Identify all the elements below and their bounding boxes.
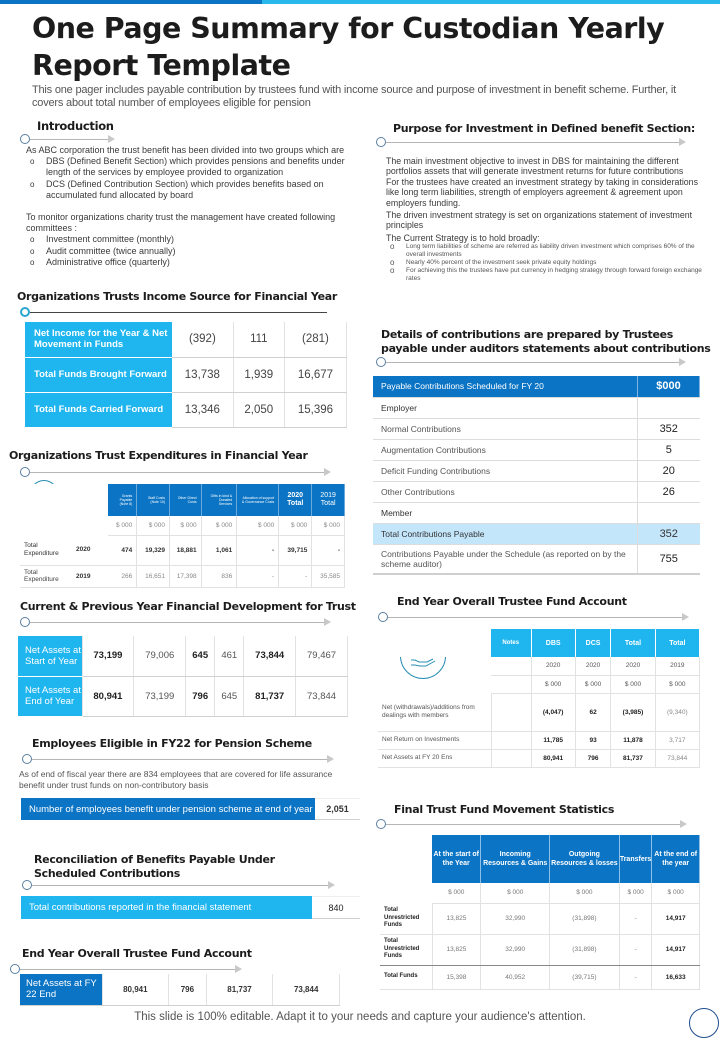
cell: 645 (215, 676, 244, 716)
page-title: One Page Summary for Custodian Yearly Report Template (32, 12, 665, 82)
cell: 796 (575, 749, 610, 767)
cell: 111 (233, 322, 284, 357)
cell: 796 (169, 974, 207, 1005)
row-label: Total Contributions Payable (373, 523, 638, 544)
row-label: Net Assets at End of Year (18, 676, 82, 716)
cell: 18,881 (170, 535, 202, 565)
cell: 2020 (531, 657, 575, 675)
row-label: Contributions Payable under the Schedule (as reported on by the scheme auditor) (373, 544, 638, 574)
cell: 81,737 (244, 676, 296, 716)
cell: 13,825 (432, 903, 481, 934)
row-label: Net (withdrawals)/additions from dealings with members (378, 693, 491, 731)
unit-row (378, 675, 700, 693)
cell: 62 (575, 693, 610, 731)
cell: (3,985) (611, 693, 655, 731)
row-label: Net Income for the Year & Net Movement in Funds (25, 322, 172, 357)
introduction-body (26, 145, 360, 268)
table-row (378, 749, 700, 767)
cell: - (619, 934, 652, 965)
table-row (20, 565, 345, 587)
unit-cell: $ 000 (137, 516, 170, 535)
column-header: Outgoing Resources & losses (550, 835, 620, 883)
strategy-item: o For achieving this the trustees have put currency in hedging strategy through forward foreign exchange rates (386, 267, 704, 283)
table-row (18, 676, 348, 716)
row-label: Total Funds Brought Forward (25, 357, 172, 392)
unit-cell: $ 000 (170, 516, 202, 535)
column-header: $000 (638, 376, 700, 397)
table-row (373, 502, 700, 523)
table-row (373, 460, 700, 481)
table-row (20, 974, 340, 1005)
cell: - (312, 535, 345, 565)
employees-text: As of end of fiscal year there are 834 employees that are covered for life assurance benefit under trust funds on non-contributory basis (19, 769, 333, 790)
contributions-table (373, 376, 700, 575)
strategy-item: o Nearly 40% percent of the investment seek private equity holdings (386, 259, 704, 267)
table-row (373, 397, 700, 418)
row-label: Net Return on Investments (378, 731, 491, 749)
cell: (31,898) (550, 934, 620, 965)
cell: 73,844 (273, 974, 340, 1005)
cell: 755 (638, 544, 700, 574)
table-row (378, 693, 700, 731)
purpose-paragraph: The Current Strategy is to hold broadly: (386, 232, 540, 243)
column-header: Payable Contributions Scheduled for FY 20 (373, 376, 638, 397)
column-header: Gifts in kind & Donated Services (201, 484, 237, 516)
cell: 73,844 (296, 676, 348, 716)
table-row-highlighted (373, 523, 700, 544)
cell: 93 (575, 731, 610, 749)
cell: 1,939 (233, 357, 284, 392)
bar-label: Total contributions reported in the financial statement (21, 896, 312, 919)
cell: - (619, 965, 652, 989)
income-table (25, 322, 347, 428)
column-header: Grants Payable (Note 8) (108, 484, 137, 516)
cell: 39,715 (279, 535, 312, 565)
employees-heading: Employees Eligible in FY22 for Pension Scheme (32, 737, 312, 750)
cell: 474 (108, 535, 137, 565)
row-label: Normal Contributions (373, 418, 638, 439)
cell: 80,941 (102, 974, 169, 1005)
table-header-row (373, 376, 700, 397)
column-header: DCS (575, 629, 610, 657)
cell: (392) (172, 322, 233, 357)
cell: 796 (186, 676, 215, 716)
contributions-heading: Details of contributions are prepared by Trustees payable under auditors statements about contributions (381, 328, 711, 355)
unit-cell: $ 000 (279, 516, 312, 535)
cell: 81,737 (206, 974, 273, 1005)
row-label: Total Funds (380, 965, 432, 989)
cell: 13,738 (172, 357, 233, 392)
unit-cell: $ 000 (619, 883, 652, 903)
cell (491, 693, 531, 731)
committees-lead: To monitor organizations charity trust the management have created following committees : (26, 212, 336, 234)
section-divider (20, 467, 331, 477)
cell: 645 (186, 636, 215, 676)
footer-note: This slide is 100% editable. Adapt it to your needs and capture your audience's attention. (134, 1011, 586, 1023)
unit-cell: $ 000 (481, 883, 550, 903)
table-row (25, 392, 347, 427)
end-year-left-heading: End Year Overall Trustee Fund Account (22, 947, 252, 960)
table-header-row (378, 629, 700, 657)
section-divider (22, 880, 335, 890)
table-row (380, 965, 700, 989)
table-row (380, 903, 700, 934)
cell: 80,941 (531, 749, 575, 767)
table-row (373, 481, 700, 502)
cell: 16,677 (284, 357, 346, 392)
cell: 3,717 (655, 731, 699, 749)
movement-heading: Final Trust Fund Movement Statistics (394, 803, 615, 816)
table-row (18, 636, 348, 676)
section-divider (378, 612, 689, 622)
cell: 16,651 (137, 565, 170, 587)
unit-cell: $ 000 (550, 883, 620, 903)
unit-cell: $ 000 (237, 516, 279, 535)
section-divider (376, 137, 686, 147)
unit-cell: $ 000 (432, 883, 481, 903)
table-header-row (380, 835, 700, 883)
committee-item: o Administrative office (quarterly) (26, 257, 360, 268)
strategy-item: o Long term liabilities of scheme are referred as liability driven investment which comprises 60% of the overall investments (386, 243, 704, 259)
section-divider (376, 819, 687, 829)
unit-cell: $ 000 (652, 883, 700, 903)
purpose-paragraph: For the trustees have created an investment strategy by taking in considerations like long term liabilities, strength of employers agreement & agreement upon employers funding. (386, 176, 698, 208)
cell: $ 000 (531, 675, 575, 693)
table-row (378, 731, 700, 749)
column-header: DBS (531, 629, 575, 657)
development-heading: Current & Previous Year Financial Development for Trust (20, 600, 356, 613)
table-row (373, 544, 700, 574)
expenditures-table (20, 484, 345, 588)
table-row (380, 934, 700, 965)
cell: 13,346 (172, 392, 233, 427)
row-year: 2020 (72, 535, 108, 565)
column-header: At the end of the year (652, 835, 700, 883)
intro-group-item: o DCS (Defined Contribution Section) which provides benefits based on accumulated fund allocated by board (26, 179, 360, 201)
section-divider (20, 134, 115, 144)
cell: 836 (201, 565, 237, 587)
cell: $ 000 (575, 675, 610, 693)
intro-group-item: o DBS (Defined Benefit Section) which provides pensions and benefits under length of the services by employee provided to organization (26, 156, 360, 178)
column-header: Incoming Resources & Gains (481, 835, 550, 883)
reconciliation-bar (21, 896, 360, 919)
row-label: Net Assets at Start of Year (18, 636, 82, 676)
cell: $ 000 (611, 675, 655, 693)
cell: - (237, 535, 279, 565)
cell: 2020 (611, 657, 655, 675)
committee-item: o Investment committee (monthly) (26, 234, 360, 245)
unit-cell: $ 000 (201, 516, 237, 535)
cell (491, 749, 531, 767)
expenditures-heading: Organizations Trust Expenditures in Financial Year (9, 449, 308, 462)
cell: 32,990 (481, 934, 550, 965)
intro-lead: As ABC corporation the trust benefit has been divided into two groups which are (26, 145, 345, 155)
cell: 73,199 (134, 676, 186, 716)
table-row (373, 439, 700, 460)
column-header: Total (655, 629, 699, 657)
cell: (4,047) (531, 693, 575, 731)
cell: 11,878 (611, 731, 655, 749)
cell: (31,898) (550, 903, 620, 934)
purpose-body (386, 156, 704, 283)
end-year-right-heading: End Year Overall Trustee Fund Account (397, 595, 627, 608)
cell: - (279, 565, 312, 587)
cell: 15,398 (432, 965, 481, 989)
year-row (378, 657, 700, 675)
cell: 461 (215, 636, 244, 676)
movement-table (380, 835, 700, 990)
cell (491, 731, 531, 749)
row-label: Total Expenditure (20, 565, 72, 587)
cell: 35,585 (312, 565, 345, 587)
cell: 32,990 (481, 903, 550, 934)
cell: 15,396 (284, 392, 346, 427)
development-table (18, 636, 348, 717)
cell: 2020 (575, 657, 610, 675)
column-header: Allocation of support & Governance Costs (237, 484, 279, 516)
bar-value: 2,051 (315, 798, 360, 820)
cell: - (619, 903, 652, 934)
cell: 17,398 (170, 565, 202, 587)
cell: 352 (638, 523, 700, 544)
cell (638, 502, 700, 523)
cell: 11,785 (531, 731, 575, 749)
cell: 73,844 (244, 636, 296, 676)
cell: 2019 (655, 657, 699, 675)
cell: 79,467 (296, 636, 348, 676)
table-row (20, 535, 345, 565)
column-header: 2020 Total (279, 484, 312, 516)
cell: 40,952 (481, 965, 550, 989)
cell: (281) (284, 322, 346, 357)
table-row (25, 357, 347, 392)
cell: $ 000 (655, 675, 699, 693)
committee-item: o Audit committee (twice annually) (26, 246, 360, 257)
row-label: Deficit Funding Contributions (373, 460, 638, 481)
column-header: Notes (491, 629, 531, 657)
row-label: Total Expenditure (20, 535, 72, 565)
row-label: Total Unrestricted Funds (380, 903, 432, 934)
cell: 20 (638, 460, 700, 481)
cell: 19,329 (137, 535, 170, 565)
row-year: 2019 (72, 565, 108, 587)
cell: 352 (638, 418, 700, 439)
cell: 14,917 (652, 934, 700, 965)
cell (491, 657, 531, 675)
column-header: Transfers (619, 835, 652, 883)
page-subtitle: This one pager includes payable contribution by trustees fund with income source and purpose of investment in benefit scheme. Further, it covers about total number of employees eligible for pension (32, 84, 676, 109)
top-accent-bar (0, 0, 720, 4)
row-label: Total Unrestricted Funds (380, 934, 432, 965)
column-header: Other Direct Costs (170, 484, 202, 516)
column-header: Total (611, 629, 655, 657)
cell: 266 (108, 565, 137, 587)
cell: 13,825 (432, 934, 481, 965)
income-heading: Organizations Trusts Income Source for Financial Year (17, 290, 337, 303)
cell: 80,941 (82, 676, 134, 716)
cell (491, 675, 531, 693)
row-label: Augmentation Contributions (373, 439, 638, 460)
end-year-left-table (20, 974, 340, 1006)
bar-label: Number of employees benefit under pension scheme at end of year (21, 798, 315, 820)
table-header-row (20, 484, 345, 516)
row-label: Other Contributions (373, 481, 638, 502)
row-label: Total Funds Carried Forward (25, 392, 172, 427)
employees-bar (21, 798, 360, 820)
cell: 14,917 (652, 903, 700, 934)
unit-row (20, 516, 345, 535)
section-divider (20, 307, 333, 317)
cell: 79,006 (134, 636, 186, 676)
purpose-heading: Purpose for Investment in Defined benefit Section: (393, 122, 695, 135)
row-label: Member (373, 502, 638, 523)
section-divider (376, 357, 686, 367)
bar-value: 840 (312, 896, 360, 919)
cell (638, 397, 700, 418)
cell: 1,061 (201, 535, 237, 565)
purpose-paragraph: The main investment objective to invest in DBS for maintaining the different portfolios assets that will generate investment returns for future contributions (386, 156, 684, 177)
cell: 2,050 (233, 392, 284, 427)
purpose-paragraph: The driven investment strategy is set on organizations statement of investment principles (386, 210, 693, 231)
corner-circle-decoration (689, 1008, 719, 1038)
column-header: 2019 Total (312, 484, 345, 516)
table-row (373, 418, 700, 439)
column-header: At the start of the Year (432, 835, 481, 883)
reconciliation-heading: Reconciliation of Benefits Payable Under Scheduled Contributions (34, 853, 275, 880)
cell: (9,340) (655, 693, 699, 731)
end-year-right-table (378, 629, 700, 768)
section-divider (22, 754, 334, 764)
cell: 16,633 (652, 965, 700, 989)
row-label: Net Assets at FY 20 Ens (378, 749, 491, 767)
cell: 5 (638, 439, 700, 460)
cell: (39,715) (550, 965, 620, 989)
cell: - (237, 565, 279, 587)
row-label: Employer (373, 397, 638, 418)
row-label: Net Assets at FY 22 End (20, 974, 102, 1005)
unit-cell: $ 000 (312, 516, 345, 535)
section-divider (10, 964, 242, 974)
section-divider (20, 617, 331, 627)
table-row (25, 322, 347, 357)
unit-cell: $ 000 (108, 516, 137, 535)
unit-row (380, 883, 700, 903)
introduction-heading: Introduction (37, 119, 114, 133)
cell: 81,737 (611, 749, 655, 767)
cell: 73,199 (82, 636, 134, 676)
column-header: Staff Costs (Note 10) (137, 484, 170, 516)
cell: 26 (638, 481, 700, 502)
cell: 73,844 (655, 749, 699, 767)
